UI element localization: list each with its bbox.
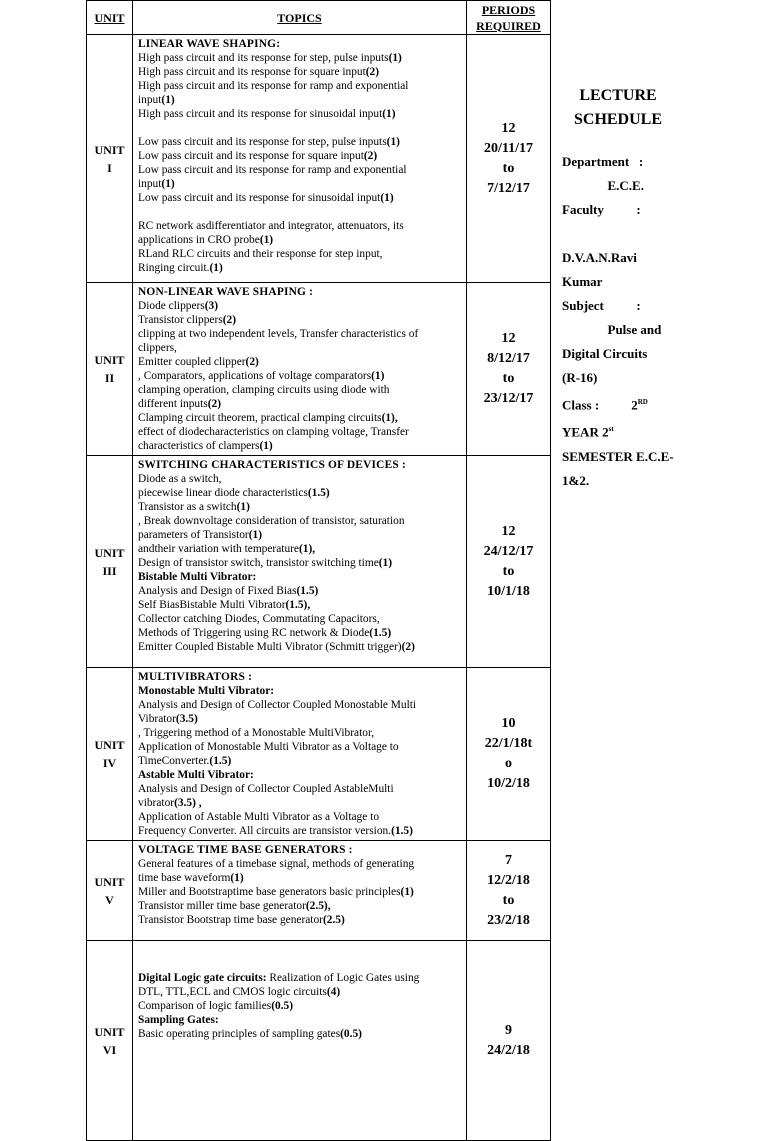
topic-line [138, 899, 463, 913]
info-row: Faculty : [562, 202, 641, 217]
topic-line [138, 626, 463, 640]
topic-text: LINEAR WAVE SHAPING: [138, 38, 281, 50]
topic-periods: (2) [207, 398, 221, 410]
unit-periods [467, 456, 551, 668]
topic-text: Diode clippers [138, 300, 205, 312]
periods-from: 20/11/17 [483, 140, 533, 156]
periods-column-header [467, 1, 551, 35]
unit-topics [133, 941, 467, 1141]
topic-text: Transistor clippers [138, 314, 223, 326]
topic-periods: (1) [388, 52, 402, 64]
topic-text: High pass circuit and its response for ramp and exponential [138, 80, 409, 92]
schedule-info-panel [562, 84, 762, 493]
topic-periods: (2.5) [322, 914, 345, 926]
topic-line [138, 514, 463, 528]
topic-text: time base waveform [138, 872, 231, 884]
topic-periods: (1.5) [391, 825, 413, 837]
topic-text: Vibrator [138, 713, 176, 725]
topic-line [138, 871, 463, 885]
topic-periods: (1) [400, 886, 414, 898]
semester-line2: 1&2. [562, 472, 590, 488]
unit-periods [467, 841, 551, 941]
unit-label-line: IV [102, 756, 117, 770]
periods-periods: 12 [501, 523, 516, 539]
topic-text: Comparison of logic families [138, 1000, 272, 1012]
topic-line [138, 299, 463, 313]
topic-line [138, 149, 463, 163]
topic-text: Emitter coupled clipper [138, 356, 246, 368]
topic-line [138, 999, 463, 1013]
topic-periods: (1) [161, 94, 175, 106]
unit-heading [138, 843, 463, 857]
info-row: Kumar [562, 274, 603, 289]
topic-periods: (1) [161, 178, 175, 190]
periods-header-line1: PERIODS [481, 2, 536, 17]
topic-text: Low pass circuit and its response for ramp and exponential [138, 164, 407, 176]
topic-line [138, 740, 463, 754]
periods-periods: 7 [505, 852, 512, 868]
topic-gap [138, 943, 463, 957]
subtopic-heading [138, 570, 463, 584]
topic-text: High pass circuit and its response for sinusoidal input [138, 108, 383, 120]
topic-text: clipping at two independent levels, Transfer characteristics of [138, 328, 419, 340]
topic-periods: (1) [380, 192, 394, 204]
topic-text: applications in CRO probe [138, 234, 260, 246]
topic-periods: (1.5) [307, 487, 330, 499]
topic-text: different inputs [138, 398, 208, 410]
topic-periods: (1) [209, 262, 223, 274]
unit-label-line: UNIT [94, 738, 125, 752]
topic-text: andtheir variation with temperature [138, 543, 299, 555]
topic-line [138, 439, 463, 453]
lecture-schedule-table [86, 0, 551, 1141]
topic-periods: (2) [365, 66, 380, 78]
topic-text: Design of transistor switch, transistor switching time [138, 557, 379, 569]
periods-to: 10/2/18 [487, 776, 530, 791]
topic-line [138, 177, 463, 191]
topic-periods: (4) [326, 986, 341, 998]
topic-text: Miller and Bootstraptime base generators basic principles [138, 886, 401, 898]
topic-text: Clamping circuit theorem, practical clamping circuits [138, 412, 382, 424]
topic-text: Frequency Converter. All circuits are transistor version. [138, 825, 392, 837]
unit-label [87, 668, 133, 841]
topic-periods: (1) [371, 370, 385, 382]
info-row: Digital Circuits [562, 346, 648, 361]
unit-row [87, 941, 551, 1141]
periods-to-word: to [502, 371, 515, 386]
table-header-row [87, 1, 551, 35]
topic-line [138, 219, 463, 233]
class-superscript: RD [637, 398, 648, 406]
topic-text: Low pass circuit and its response for step, pulse inputs [138, 136, 387, 148]
unit-label-line: UNIT [94, 353, 125, 367]
topic-line [138, 528, 463, 542]
subtopic-heading [138, 1013, 463, 1027]
topic-line [138, 79, 463, 93]
topic-line [138, 754, 463, 768]
unit-topics [133, 668, 467, 841]
topic-text: DTL, TTL,ECL and CMOS logic circuits [138, 986, 327, 998]
topic-text: clippers, [138, 342, 177, 354]
unit-label-line: II [104, 371, 115, 385]
topic-periods: (0.5) [340, 1028, 362, 1040]
info-row: (R-16) [562, 370, 598, 385]
topic-text: Self BiasBistable Multi Vibrator [138, 599, 286, 611]
topic-line [138, 425, 463, 439]
periods-to: 23/2/18 [487, 912, 530, 928]
topic-line [138, 782, 463, 796]
unit-topics [133, 283, 467, 456]
topic-line [138, 971, 463, 985]
topic-gap [138, 957, 463, 971]
topic-line [138, 913, 463, 927]
topic-line [138, 1027, 463, 1041]
unit-label [87, 283, 133, 456]
unit-label-line: III [102, 563, 117, 578]
info-row: Department : [562, 154, 644, 169]
subtopic-heading [138, 768, 463, 782]
periods-periods: 10 [501, 716, 516, 731]
topic-periods: (2.5), [305, 900, 331, 912]
subtopic-heading [138, 684, 463, 698]
topic-text: Methods of Triggering using RC network & Diode [138, 627, 370, 639]
topic-text: Analysis and Design of Collector Coupled Monostable Multi [138, 699, 417, 711]
periods-to-word: to [502, 563, 515, 579]
topics-column-header: TOPICS [133, 1, 467, 35]
topic-line [138, 93, 463, 107]
unit-topics [133, 35, 467, 283]
topic-periods: (1) [230, 872, 244, 884]
topic-text: Application of Monostable Multi Vibrator as a Voltage to [138, 741, 399, 753]
unit-periods [467, 35, 551, 283]
year-text: YEAR 2 [562, 424, 609, 440]
unit-row [87, 841, 551, 941]
topic-periods: (1) [259, 234, 274, 246]
topic-line [138, 397, 463, 411]
topic-text: Transistor as a switch [138, 501, 237, 513]
topic-periods: (1.5), [285, 599, 311, 611]
periods-to: 10/1/18 [487, 583, 530, 599]
topic-periods: (3) [204, 300, 219, 312]
topic-line [138, 698, 463, 712]
topic-text: TimeConverter. [138, 755, 210, 767]
topic-line [138, 640, 463, 654]
year-info [562, 417, 762, 444]
topic-text: RC network asdifferentiator and integrator, attenuators, its [138, 220, 404, 232]
topic-periods: (1) [248, 529, 263, 541]
topic-line [138, 985, 463, 999]
topic-line [138, 612, 463, 626]
class-number: 2 [631, 397, 638, 413]
unit-label [87, 941, 133, 1141]
topic-line [138, 556, 463, 570]
unit-label-line: V [105, 892, 114, 907]
topic-periods: (1) [378, 557, 393, 569]
topic-text: NON-LINEAR WAVE SHAPING : [138, 286, 314, 298]
topic-text: , Triggering method of a Monostable MultiVibrator, [138, 727, 375, 739]
topic-line [138, 726, 463, 740]
topic-text: parameters of Transistor [138, 529, 249, 541]
topic-text: input [138, 178, 162, 190]
topic-text: Sampling Gates: [138, 1014, 219, 1026]
topic-periods: (3.5) [175, 713, 198, 725]
topic-text: Application of Astable Multi Vibrator as a Voltage to [138, 811, 380, 823]
topic-periods: (2) [401, 641, 415, 653]
topic-line [138, 542, 463, 556]
topic-line [138, 261, 463, 275]
topic-line [138, 135, 463, 149]
topic-line [138, 486, 463, 500]
topic-periods: (1.5) [296, 585, 319, 597]
topic-line [138, 824, 463, 838]
topic-periods: (1), [299, 543, 316, 555]
unit-row [87, 283, 551, 456]
topic-text: Basic operating principles of sampling gates [138, 1028, 341, 1040]
year-superscript: st [608, 425, 614, 434]
topic-line [138, 810, 463, 824]
topic-text: Transistor miller time base generator [138, 900, 306, 912]
unit-periods [467, 941, 551, 1141]
topic-text: effect of diodecharacteristics on clamping voltage, Transfer [138, 426, 409, 438]
unit-label-line: UNIT [94, 1024, 125, 1039]
periods-to-word: to [502, 160, 515, 176]
topic-text: Collector catching Diodes, Commutating Capacitors, [138, 613, 380, 625]
topic-text: High pass circuit and its response for step, pulse inputs [138, 52, 389, 64]
unit-topics [133, 841, 467, 941]
topic-line [138, 796, 463, 810]
unit-column-header: UNIT [87, 1, 133, 35]
periods-to: 23/12/17 [483, 391, 534, 406]
topic-gap [138, 205, 463, 219]
unit-label-line: UNIT [94, 874, 125, 889]
topic-line [138, 885, 463, 899]
periods-from: 24/12/17 [483, 543, 534, 559]
topic-periods: (1) [236, 501, 250, 513]
unit-row [87, 35, 551, 283]
topic-text: Astable Multi Vibrator: [138, 769, 254, 781]
periods-from: 8/12/17 [487, 351, 530, 366]
topic-periods: (1) [259, 440, 273, 452]
unit-label [87, 35, 133, 283]
topic-periods: (0.5) [271, 1000, 294, 1012]
info-row: E.C.E. [562, 178, 644, 193]
topic-text: clamping operation, clamping circuits using diode with [138, 384, 390, 396]
unit-periods [467, 668, 551, 841]
info-row [562, 222, 762, 246]
topic-periods: (1.5) [209, 755, 232, 767]
topic-line [138, 584, 463, 598]
topic-text: , Break downvoltage consideration of transistor, saturation [138, 515, 405, 527]
topic-line [138, 598, 463, 612]
topic-periods: (2) [245, 356, 259, 368]
topic-text: MULTIVIBRATORS : [138, 671, 253, 683]
topic-line [138, 191, 463, 205]
unit-topics [133, 456, 467, 668]
topic-line [138, 712, 463, 726]
topic-bold-lead: Digital Logic gate circuits: [138, 972, 267, 984]
topic-text: Low pass circuit and its response for square input [138, 150, 364, 162]
topic-periods: (1), [381, 412, 398, 424]
topic-text: Emitter Coupled Bistable Multi Vibrator (Schmitt trigger) [138, 641, 402, 653]
periods-to: 7/12/17 [487, 180, 530, 196]
topic-periods: (2) [222, 314, 236, 326]
topic-line [138, 327, 463, 341]
topic-line [138, 51, 463, 65]
topic-text: Realization of Logic Gates using [266, 972, 420, 984]
periods-periods: 12 [501, 120, 516, 136]
topic-text: Ringing circuit. [138, 262, 210, 274]
schedule-title-line1: LECTURE [579, 87, 657, 104]
unit-heading [138, 670, 463, 684]
topic-periods: (1.5) [369, 627, 392, 639]
unit-label [87, 456, 133, 668]
topic-text: Analysis and Design of Fixed Bias [138, 585, 297, 597]
unit-row [87, 668, 551, 841]
topic-gap [138, 121, 463, 135]
unit-label-line: UNIT [94, 142, 125, 157]
topic-line [138, 383, 463, 397]
unit-heading [138, 458, 463, 472]
topic-periods: (3.5) , [174, 797, 202, 809]
topic-text: RLand RLC circuits and their response for step input, [138, 248, 383, 260]
topic-text: VOLTAGE TIME BASE GENERATORS : [138, 844, 353, 856]
info-row: Subject : [562, 298, 641, 313]
periods-from: 24/2/18 [487, 1042, 530, 1058]
topic-line [138, 65, 463, 79]
topic-line [138, 500, 463, 514]
topic-text: Transistor Bootstrap time base generator [138, 914, 323, 926]
topic-text: High pass circuit and its response for square input [138, 66, 366, 78]
topic-line [138, 247, 463, 261]
topic-text: Monostable Multi Vibrator: [138, 685, 275, 697]
unit-label-line: I [107, 160, 112, 175]
unit-heading [138, 285, 463, 299]
topic-text: input [138, 94, 162, 106]
topic-text: , Comparators, applications of voltage comparators [138, 370, 372, 382]
topic-text: Analysis and Design of Collector Coupled AstableMulti [138, 783, 394, 795]
topic-periods: (2) [363, 150, 378, 162]
topic-line [138, 341, 463, 355]
schedule-title-line2: SCHEDULE [573, 111, 663, 128]
unit-label-line: VI [102, 1042, 117, 1057]
class-label: Class : [562, 397, 600, 413]
topic-periods: (1) [386, 136, 400, 148]
topic-text: General features of a timebase signal, methods of generating [138, 858, 415, 870]
schedule-title [562, 84, 674, 132]
topic-text: Bistable Multi Vibrator: [138, 571, 257, 583]
periods-periods: 9 [505, 1022, 512, 1038]
topic-text: vibrator [138, 797, 175, 809]
topic-line [138, 313, 463, 327]
semester-line1: SEMESTER E.C.E- [562, 448, 674, 464]
topic-line [138, 163, 463, 177]
unit-label [87, 841, 133, 941]
topic-line [138, 107, 463, 121]
info-row: D.V.A.N.Ravi [562, 250, 637, 265]
periods-periods: 12 [501, 331, 516, 346]
topic-periods: (1) [382, 108, 396, 120]
topic-text: Diode as a switch, [138, 473, 222, 485]
periods-to-word: o [505, 756, 512, 771]
topic-line [138, 355, 463, 369]
topic-text: Low pass circuit and its response for sinusoidal input [138, 192, 381, 204]
topic-line [138, 472, 463, 486]
topic-text: SWITCHING CHARACTERISTICS OF DEVICES : [138, 459, 406, 471]
topic-text: characteristics of clampers [138, 440, 260, 452]
info-row: Pulse and [562, 322, 662, 337]
unit-label-line: UNIT [94, 545, 125, 560]
unit-heading [138, 37, 463, 51]
class-info [562, 390, 762, 417]
topic-text: piecewise linear diode characteristics [138, 487, 308, 499]
topic-line [138, 233, 463, 247]
topic-line [138, 369, 463, 383]
topic-line [138, 411, 463, 425]
unit-periods [467, 283, 551, 456]
periods-header-line2: REQUIRED [476, 18, 541, 33]
periods-from: 22/1/18t [484, 736, 533, 751]
topic-line [138, 857, 463, 871]
periods-to-word: to [502, 892, 515, 908]
unit-row [87, 456, 551, 668]
periods-from: 12/2/18 [487, 872, 530, 888]
